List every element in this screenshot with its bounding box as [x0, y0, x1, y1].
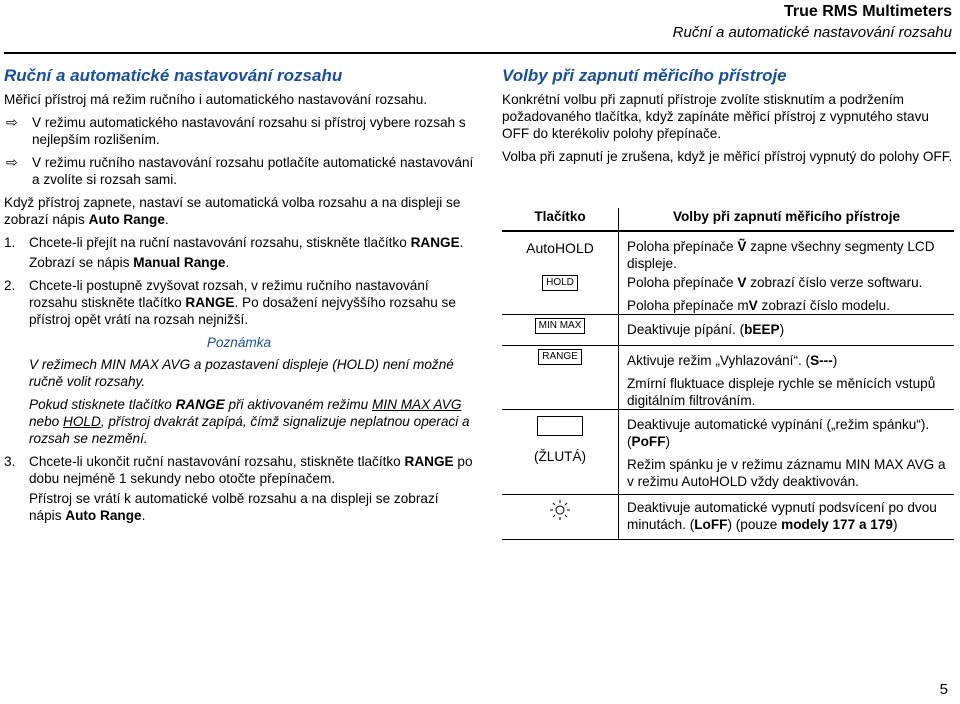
hold-key-icon: HOLD: [542, 275, 578, 291]
button-yellow: (ŽLUTÁ): [502, 410, 619, 495]
button-range: [502, 346, 619, 410]
left-column: [4, 66, 474, 530]
step-1: 1. Chcete-li přejít na ruční nastavování rozsahu, stiskněte tlačítko RANGE.: [4, 235, 464, 250]
step-3-result: Přístroj se vrátí k automatické volbě rozsahu a na displeji se zobrazí nápis Auto Range.: [29, 491, 439, 523]
bullet-auto: [4, 114, 474, 148]
arrow-right-icon: ⇨: [6, 114, 18, 130]
table-row: Deaktivuje automatické vypnutí podsvícení po dvou minutách. (LoFF) (pouze modely 177 a 179): [619, 495, 955, 540]
power-on-intro: Konkrétní volbu při zapnutí přístroje zvolíte stisknutím a podržením požadovaného tlačítka, když zapínáte měřicí přístroj z vypnutého stavu OFF do kterékoliv polohy přepínače.: [502, 92, 929, 141]
header-rule: [4, 52, 956, 54]
step-1-result: Zobrazí se nápis Manual Range.: [29, 255, 230, 270]
power-on-options-table: [502, 208, 954, 540]
section-heading-power-on: Volby při zapnutí měřicího přístroje: [502, 66, 787, 85]
step-2: 2. Chcete-li postupně zvyšovat rozsah, v režimu ručního nastavování rozsahu stiskněte tlačítko RANGE. Po dosažení nejvyššího rozsahu se přístroj opět vrátí na rozsah nejnižší.: [4, 278, 456, 327]
yellow-key-icon: [537, 416, 583, 436]
table-header-button: Tlačítko: [502, 208, 619, 231]
arrow-right-icon: ⇨: [6, 154, 18, 170]
table-row: Deaktivuje automatické vypínání („režim spánku“). (PoFF) Režim spánku je v režimu záznamu MIN MAX AVG a v režimu AutoHOLD vždy deaktivován.: [619, 410, 955, 495]
note-2: Pokud stisknete tlačítko RANGE při aktivovaném režimu MIN MAX AVG nebo HOLD, přístroj dvakrát zapípá, čímž signalizuje neplatnou operaci a rozsah se nezmění.: [29, 397, 470, 446]
page-header: [673, 2, 952, 43]
power-on-paragraph: Když přístroj zapnete, nastaví se automatická volba rozsahu a na displeji se zobrazí nápis Auto Range.: [4, 195, 461, 227]
step-3: 3. Chcete-li ukončit ruční nastavování rozsahu, stiskněte tlačítko RANGE po dobu nejméně 1 sekundy nebo otočte přepínačem.: [4, 454, 473, 486]
table-row: Poloha přepínače Ṽ zapne všechny segmenty LCD displeje.: [627, 239, 935, 271]
button-backlight: [502, 495, 619, 540]
right-column: [502, 66, 956, 171]
bullet-manual-text: V režimu ručního nastavování rozsahu potlačíte automatické nastavování a zvolíte si rozsah sami.: [32, 155, 474, 187]
table-row: Aktivuje režim „Vyhlazování“. (S---) Zmírní fluktuace displeje rychle se měnících vstupů digitálním filtrováním.: [619, 346, 955, 410]
bullet-auto-text: V režimu automatického nastavování rozsahu si přístroj vybere rozsah s nejlepším rozlišením.: [32, 115, 466, 147]
table-header-options: Volby při zapnutí měřicího přístroje: [619, 208, 955, 231]
backlight-icon: [549, 499, 571, 521]
button-hold: [502, 272, 619, 315]
section-heading-range: Ruční a automatické nastavování rozsahu: [4, 66, 343, 85]
power-on-cancel: Volba při zapnutí je zrušena, když je měřicí přístroj vypnutý do polohy OFF.: [502, 149, 953, 164]
range-key-icon: RANGE: [538, 349, 582, 365]
table-row: Poloha přepínače V zobrazí číslo verze softwaru. Poloha přepínače mV zobrazí číslo modelu.: [619, 272, 955, 315]
header-subtitle: Ruční a automatické nastavování rozsahu: [672, 24, 952, 41]
minmax-key-icon: MIN MAX: [535, 318, 586, 334]
button-minmax: [502, 315, 619, 346]
table-row: Deaktivuje pípání. (bEEP): [619, 315, 955, 346]
page-number: 5: [939, 681, 948, 698]
bullet-manual: [4, 154, 474, 188]
note-1: V režimech MIN MAX AVG a pozastavení displeje (HOLD) není možné ručně volit rozsahy.: [29, 357, 454, 389]
header-title: True RMS Multimeters: [783, 3, 952, 20]
intro-paragraph: Měřicí přístroj má režim ručního i automatického nastavování rozsahu.: [4, 92, 428, 107]
note-title: Poznámka: [206, 335, 272, 350]
button-autohold: AutoHOLD: [502, 231, 619, 272]
